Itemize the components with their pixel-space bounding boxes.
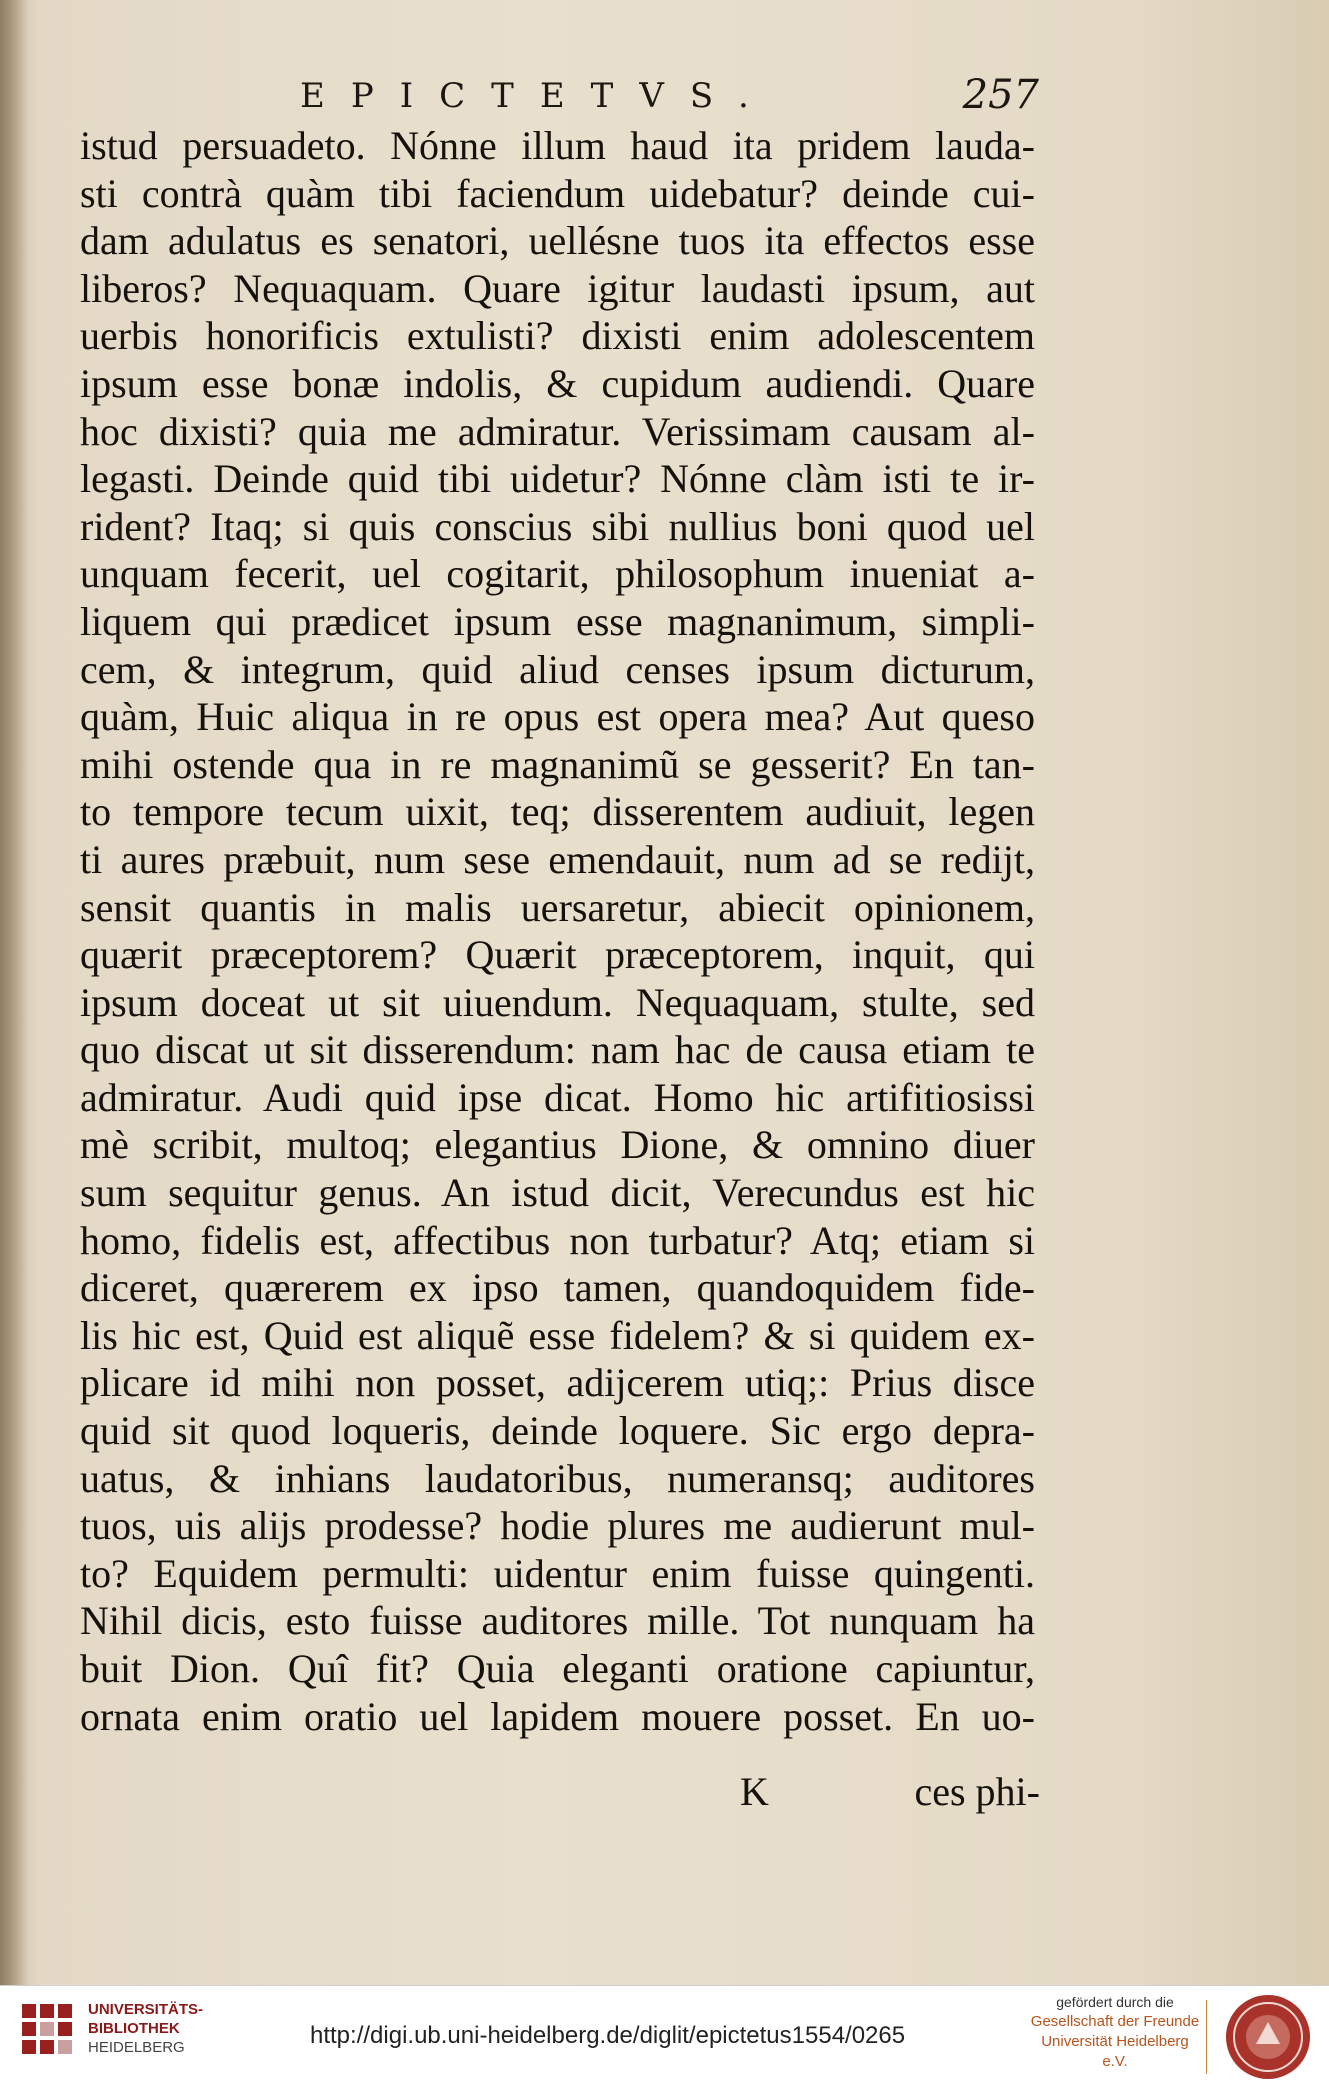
body-text xyxy=(80,122,1035,1740)
text-line: unquam fecerit, uel cogitarit, philosophum inueniat a- xyxy=(80,551,1035,597)
text-line: quid sit quod loqueris, deinde loquere. Sic ergo depra- xyxy=(80,1408,1035,1454)
text-line: sensit quantis in malis uersaretur, abiecit opinionem, xyxy=(80,884,1035,930)
signature-mark: K xyxy=(740,1769,769,1814)
text-line: ti aures præbuit, num sese emendauit, num ad se redijt, xyxy=(80,836,1035,882)
text-line: ornata enim oratio uel lapidem mouere posset. En uo- xyxy=(80,1693,1035,1739)
text-line: sti contrà quàm tibi faciendum uidebatur? deinde cui- xyxy=(80,170,1035,216)
running-head: EPICTETVS. xyxy=(300,76,775,116)
text-line: admiratur. Audi quid ipse dicat. Homo hic artifitiosissi xyxy=(80,1074,1035,1120)
footer-bar xyxy=(0,1985,1329,2088)
sponsor-credit: gefördert durch die Gesellschaft der Freunde Universität Heidelberg e.V. xyxy=(1030,1994,1200,2070)
university-seal-icon xyxy=(1223,1992,1313,2082)
text-line: to tempore tecum uixit, teq; disserentem audiuit, legen xyxy=(80,789,1035,835)
text-line: ipsum esse bonæ indolis, & cupidum audiendi. Quare xyxy=(80,360,1035,406)
text-line: cem, & integrum, quid aliud censes ipsum dicturum, xyxy=(80,646,1035,692)
text-line: tuos, uis alijs prodesse? hodie plures me audierunt mul- xyxy=(80,1503,1035,1549)
text-line: dam adulatus es senatori, uellésne tuos ita effectos esse xyxy=(80,218,1035,264)
footer-divider xyxy=(1206,2000,1207,2074)
text-line: quo discat ut sit disserendum: nam hac de causa etiam te xyxy=(80,1027,1035,1073)
text-line: ipsum doceat ut sit uiuendum. Nequaquam, stulte, sed xyxy=(80,979,1035,1025)
text-line: uatus, & inhians laudatoribus, numeransq; auditores xyxy=(80,1455,1035,1501)
text-line: rident? Itaq; si quis conscius sibi nullius boni quod uel xyxy=(80,503,1035,549)
text-line: istud persuadeto. Nónne illum haud ita pridem lauda- xyxy=(80,123,1035,168)
page-number: 257 xyxy=(962,72,1039,118)
catchword: ces phi- xyxy=(914,1769,1040,1814)
permalink-url[interactable]: http://digi.ub.uni-heidelberg.de/diglit/epictetus1554/0265 xyxy=(310,2022,906,2049)
text-line: liberos? Nequaquam. Quare igitur laudasti ipsum, aut xyxy=(80,265,1035,311)
library-name: UNIVERSITÄTS- BIBLIOTHEK HEIDELBERG xyxy=(88,2001,204,2056)
text-line: quærit præceptorem? Quærit præceptorem, inquit, qui xyxy=(80,932,1035,978)
text-line: legasti. Deinde quid tibi uidetur? Nónne clàm isti te ir- xyxy=(80,456,1035,502)
text-line: plicare id mihi non posset, adijcerem utiq;: Prius disce xyxy=(80,1360,1035,1406)
show-through-text xyxy=(1209,520,1329,548)
text-line: quàm, Huic aliqua in re opus est opera mea? Aut queso xyxy=(80,694,1035,740)
text-line: lis hic est, Quid est aliquẽ esse fidelem? & si quidem ex- xyxy=(80,1312,1035,1358)
text-line: uerbis honorificis extulisti? dixisti enim adolescentem xyxy=(80,313,1035,359)
text-line: diceret, quærerem ex ipso tamen, quandoquidem fide- xyxy=(80,1265,1035,1311)
text-line: hoc dixisti? quia me admiratur. Verissimam causam al- xyxy=(80,408,1035,454)
text-line: Nihil dicis, esto fuisse auditores mille. Tot nunquam ha xyxy=(80,1598,1035,1644)
text-line: mè scribit, multoq; elegantius Dione, & omnino diuer xyxy=(80,1122,1035,1168)
text-line: sum sequitur genus. An istud dicit, Verecundus est hic xyxy=(80,1170,1035,1216)
text-line: mihi ostende qua in re magnanimũ se gesserit? En tan- xyxy=(80,741,1035,787)
text-line: buit Dion. Quî fit? Quia eleganti oratione capiuntur, xyxy=(80,1646,1035,1691)
text-line: homo, fidelis est, affectibus non turbatur? Atq; etiam si xyxy=(80,1217,1035,1263)
text-line: liquem qui prædicet ipsum esse magnanimum, simpli- xyxy=(80,598,1035,644)
text-line: to? Equidem permulti: uidentur enim fuisse quingenti. xyxy=(80,1550,1035,1596)
